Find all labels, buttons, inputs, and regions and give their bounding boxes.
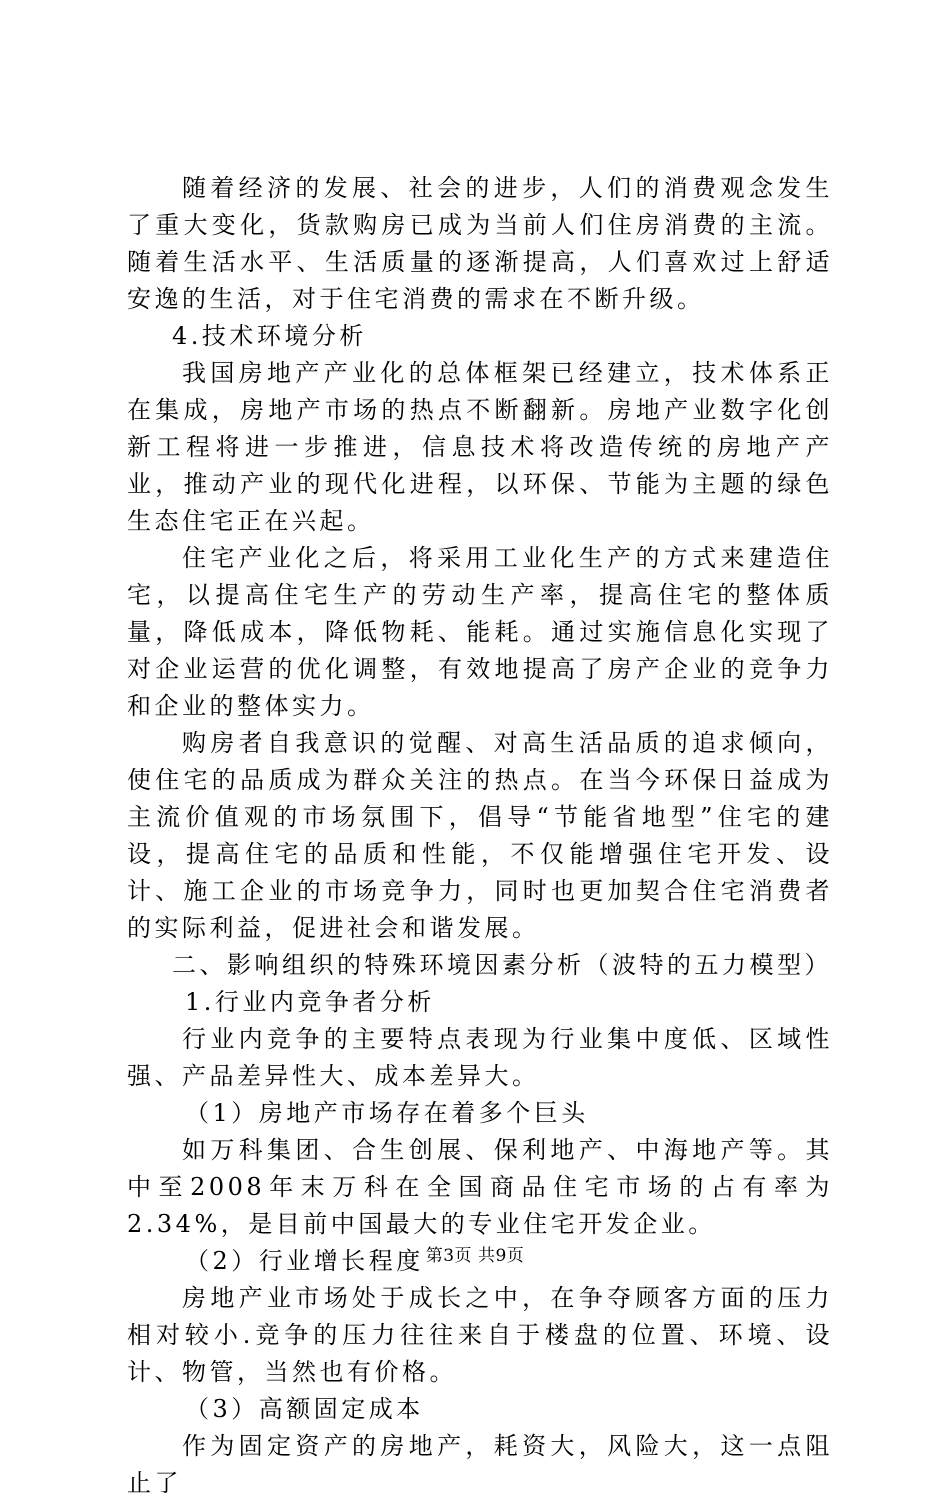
section-heading-five-forces: 二、影响组织的特殊环境因素分析（波特的五力模型） bbox=[172, 951, 832, 979]
paragraph-housing-industrialization: 住宅产业化之后，将采用工业化生产的方式来建造住宅，以提高住宅生产的劳动生产率，提高住宅的整体质量，降低成本，降低物耗、能耗。通过实施信息化实现了对企业运营的优化调整，有效地提高了房产企业的竞争力和企业的整体实力。 bbox=[127, 544, 833, 720]
paragraph-fixed-assets: 作为固定资产的房地产，耗资大，风险大，这一点阻止了 bbox=[127, 1432, 833, 1497]
page-number-footer: 第3页 共9页 bbox=[425, 1246, 525, 1266]
document-body bbox=[127, 170, 833, 1502]
paragraph-vanke: 如万科集团、合生创展、保利地产、中海地产等。其中至2008年末万科在全国商品住宅市场的占有率为2.34%，是目前中国最大的专业住宅开发企业。 bbox=[127, 1136, 833, 1238]
paragraph-consumption: 随着经济的发展、社会的进步，人们的消费观念发生了重大变化，货款购房已成为当前人们住房消费的主流。随着生活水平、生活质量的逐渐提高，人们喜欢过上舒适安逸的生活，对于住宅消费的需求在不断升级。 bbox=[127, 174, 833, 313]
paragraph-housing-quality: 购房者自我意识的觉醒、对高生活品质的追求倾向，使住宅的品质成为群众关注的热点。在当今环保日益成为主流价值观的市场氛围下，倡导“节能省地型”住宅的建设，提高住宅的品质和性能，不仅能增强住宅开发、设计、施工企业的市场竞争力，同时也更加契合住宅消费者的实际利益，促进社会和谐发展。 bbox=[127, 729, 833, 942]
subheading-fixed-costs: （3）高额固定成本 bbox=[185, 1395, 424, 1423]
subheading-industry-growth: （2）行业增长程度 bbox=[185, 1247, 424, 1275]
paragraph-growth-pressure: 房地产业市场处于成长之中，在争夺顾客方面的压力相对较小.竞争的压力往往来自于楼盘的位置、环境、设计、物管，当然也有价格。 bbox=[127, 1284, 833, 1386]
subheading-market-giants: （1）房地产市场存在着多个巨头 bbox=[185, 1099, 589, 1127]
section-heading-technology: 4.技术环境分析 bbox=[172, 322, 367, 350]
paragraph-industrialization-framework: 我国房地产产业化的总体框架已经建立，技术体系正在集成，房地产市场的热点不断翻新。房地产业数字化创新工程将进一步推进，信息技术将改造传统的房地产产业，推动产业的现代化进程，以环保、节能为主题的绿色生态住宅正在兴起。 bbox=[127, 359, 833, 535]
paragraph-competition-features: 行业内竞争的主要特点表现为行业集中度低、区域性强、产品差异性大、成本差异大。 bbox=[127, 1025, 833, 1090]
section-heading-competitors: 1.行业内竞争者分析 bbox=[185, 988, 435, 1016]
